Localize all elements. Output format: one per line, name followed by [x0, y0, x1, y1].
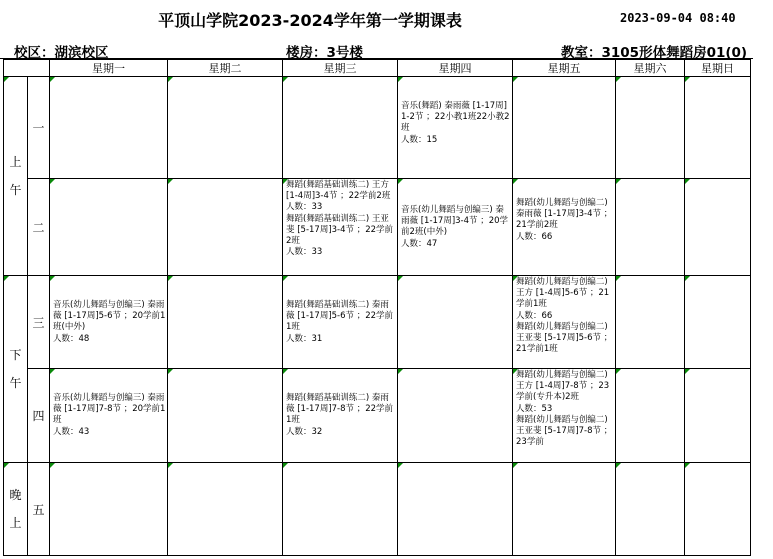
course-time: [5-17周]7-8节: [544, 426, 602, 437]
course-entry: 舞蹈(舞蹈基础训练二) 王亚斐 [5-17周]3-4节 ；22学前2班 人数：33: [286, 213, 394, 258]
cell-s1-mon: [50, 77, 168, 179]
day-header-thu: 星期四: [398, 60, 513, 77]
cell-s1-sat: [616, 77, 685, 179]
room-label: 教室：: [561, 45, 602, 61]
room-value: 3105形体舞蹈房01(0): [601, 45, 748, 61]
teacher-name: 秦雨薇: [286, 300, 389, 322]
course-name: 音乐(舞蹈): [401, 101, 442, 111]
teacher-name: 秦雨薇: [53, 300, 165, 322]
course-name: 舞蹈(幼儿舞蹈与创编二): [516, 198, 608, 208]
course-classes: 21学前1班: [516, 344, 558, 355]
cell-s3-fri: [513, 276, 616, 369]
student-count: 人数：33: [286, 202, 323, 213]
campus-value: 湖滨校区: [54, 45, 109, 61]
teacher-name: 王亚斐: [516, 426, 542, 437]
course-name: 舞蹈(幼儿舞蹈与创编二): [516, 370, 608, 380]
slot-row-2: [4, 179, 751, 276]
student-count: 人数：66: [516, 231, 553, 242]
cell-s5-thu: [398, 463, 513, 556]
teacher-name: 秦雨薇: [444, 101, 470, 111]
cell-s4-mon: [50, 369, 168, 463]
cell-s3-mon: [50, 276, 168, 369]
slot-row-1: [4, 77, 751, 179]
course-entry: 舞蹈(幼儿舞蹈与创编二) 秦雨薇 [1-17周]3-4节 ；21学前2班 人数：66: [516, 198, 613, 242]
cell-s2-sat: [616, 179, 685, 276]
course-name: 舞蹈(幼儿舞蹈与创编二): [516, 321, 608, 332]
cell-s2-tue: [168, 179, 283, 276]
course-time: [1-17周]7-8节: [297, 404, 355, 415]
course-time: [1-17周]5-6节: [64, 311, 122, 322]
course-time: [1-17周]7-8节: [64, 404, 122, 415]
course-time: [5-17周]3-4节: [297, 224, 355, 235]
course-classes: 20学前2班(中外): [401, 216, 509, 238]
course-name: 舞蹈(幼儿舞蹈与创编二): [516, 414, 608, 425]
course-classes: 20学前1班(中外): [53, 311, 166, 333]
cell-s1-wed: [283, 77, 398, 179]
cell-s1-thu: [398, 77, 513, 179]
course-name: 舞蹈(舞蹈基础训练二): [286, 213, 370, 224]
course-name: 舞蹈(舞蹈基础训练二): [286, 180, 370, 190]
cell-s1-sun: [685, 77, 751, 179]
cell-s2-mon: [50, 179, 168, 276]
slot-row-4: [4, 369, 751, 463]
cell-s2-fri: [513, 179, 616, 276]
day-header-fri: 星期五: [513, 60, 616, 77]
course-classes: 22小教1班22小教2班: [401, 112, 510, 134]
course-time: [1-17周]3-4节: [544, 209, 602, 220]
period-afternoon: 下 午: [4, 276, 28, 463]
building-label: 楼房：: [286, 45, 327, 61]
cell-s3-wed: [283, 276, 398, 369]
slot-label-4: 四: [28, 369, 50, 463]
day-header-sun: 星期日: [685, 60, 751, 77]
teacher-name: 秦雨薇: [53, 393, 165, 415]
course-name: 舞蹈(舞蹈基础训练二): [286, 300, 370, 310]
course-entry: 音乐(幼儿舞蹈与创编三) 秦雨薇 [1-17周]7-8节 ；20学前1班 人数：43: [53, 393, 166, 437]
course-entry: 舞蹈(舞蹈基础训练二) 王方 [1-4周]3-4节 ；22学前2班 人数：33: [286, 180, 391, 213]
day-header-sat: 星期六: [616, 60, 685, 77]
course-entry: 音乐(幼儿舞蹈与创编三) 秦雨薇 [1-17周]3-4节 ；20学前2班(中外) 人数：47: [401, 205, 509, 249]
course-entry: 舞蹈(幼儿舞蹈与创编二) 王方 [1-4周]7-8节 ；23学前(专升本)2班 人数：53: [516, 370, 610, 414]
cell-s3-sat: [616, 276, 685, 369]
course-name: 音乐(幼儿舞蹈与创编三): [401, 205, 493, 215]
course-entry: 舞蹈(幼儿舞蹈与创编二) 王亚斐 [5-17周]7-8节 ；23学前: [516, 414, 613, 448]
student-count: 人数：53: [516, 403, 553, 414]
student-count: 人数：47: [401, 238, 438, 249]
course-entry: 舞蹈(幼儿舞蹈与创编二) 王方 [1-4周]5-6节 ；21学前1班 人数：66: [516, 277, 610, 321]
student-count: 人数：33: [286, 247, 323, 258]
day-header-row: [4, 60, 751, 77]
slot-label-3: 三: [28, 276, 50, 369]
cell-s3-sun: [685, 276, 751, 369]
teacher-name: 王方: [516, 381, 534, 392]
student-count: 人数：66: [516, 310, 553, 321]
slot-label-1: 一: [28, 77, 50, 179]
course-classes: 21学前2班: [516, 220, 558, 231]
slot-label-5: 五: [28, 463, 50, 556]
teacher-name: 秦雨薇: [516, 209, 542, 220]
course-entry: 舞蹈(舞蹈基础训练二) 秦雨薇 [1-17周]5-6节 ；22学前1班 人数：31: [286, 300, 394, 344]
student-count: 人数：43: [53, 426, 90, 437]
student-count: 人数：31: [286, 333, 323, 344]
course-time: [1-4周]3-4节: [286, 191, 338, 202]
period-evening: 晚 上: [4, 463, 28, 556]
cell-s1-fri: [513, 77, 616, 179]
cell-s4-sat: [616, 369, 685, 463]
teacher-name: 王亚斐: [286, 213, 389, 235]
course-name: 舞蹈(幼儿舞蹈与创编二): [516, 277, 608, 287]
cell-s4-tue: [168, 369, 283, 463]
slot-row-3: [4, 276, 751, 369]
period-morning: 上 午: [4, 77, 28, 276]
cell-s2-wed: [283, 179, 398, 276]
course-classes: 22学前2班: [286, 224, 394, 247]
cell-s3-thu: [398, 276, 513, 369]
course-classes: 22学前2班: [348, 191, 391, 202]
student-count: 人数：48: [53, 333, 90, 344]
course-time: [1-4周]7-8节: [535, 381, 588, 392]
course-name: 音乐(幼儿舞蹈与创编三): [53, 393, 145, 403]
teacher-name: 秦雨薇: [286, 393, 389, 415]
campus-label: 校区：: [14, 45, 55, 61]
course-classes: 23学前: [516, 437, 544, 448]
cell-s2-thu: [398, 179, 513, 276]
cell-s4-wed: [283, 369, 398, 463]
building-value: 3号楼: [326, 45, 363, 61]
course-entry: 舞蹈(舞蹈基础训练二) 秦雨薇 [1-17周]7-8节 ；22学前1班 人数：32: [286, 393, 394, 437]
day-header-mon: 星期一: [50, 60, 168, 77]
print-timestamp: 2023-09-04 08:40: [620, 11, 736, 25]
course-classes: 22学前1班: [286, 311, 394, 333]
cell-s5-wed: [283, 463, 398, 556]
course-entry: 音乐(幼儿舞蹈与创编三) 秦雨薇 [1-17周]5-6节 ；20学前1班(中外) 人数：48: [53, 300, 166, 344]
cell-s5-sun: [685, 463, 751, 556]
cell-s4-fri: [513, 369, 616, 463]
day-header-wed: 星期三: [283, 60, 398, 77]
course-time: [1-17周]1-2节: [401, 101, 507, 123]
course-classes: 23学前(专升本)2班: [516, 381, 610, 403]
course-time: [5-17周]5-6节: [544, 333, 602, 344]
day-header-tue: 星期二: [168, 60, 283, 77]
cell-s3-tue: [168, 276, 283, 369]
corner-cell: [4, 60, 50, 77]
teacher-name: 秦雨薇: [401, 205, 504, 227]
cell-s5-fri: [513, 463, 616, 556]
course-time: [1-17周]3-4节: [420, 216, 478, 227]
cell-s2-sun: [685, 179, 751, 276]
cell-s1-tue: [168, 77, 283, 179]
course-time: [1-17周]5-6节: [297, 311, 355, 322]
slot-row-5: [4, 463, 751, 556]
course-name: 音乐(幼儿舞蹈与创编三): [53, 300, 145, 310]
course-entry: 舞蹈(幼儿舞蹈与创编二) 王亚斐 [5-17周]5-6节 ；21学前1班: [516, 321, 613, 355]
course-entry: 音乐(舞蹈) 秦雨薇 [1-17周]1-2节 ；22小教1班22小教2班 人数：15: [401, 101, 510, 145]
student-count: 人数：32: [286, 426, 323, 437]
course-classes: 21学前1班: [516, 288, 610, 310]
page-title: 平顶山学院2023-2024学年第一学期课表: [158, 11, 462, 30]
student-count: 人数：15: [401, 134, 438, 145]
teacher-name: 王方: [516, 288, 534, 299]
teacher-name: 王亚斐: [516, 333, 542, 344]
cell-s4-sun: [685, 369, 751, 463]
cell-s5-mon: [50, 463, 168, 556]
slot-label-2: 二: [28, 179, 50, 276]
cell-s4-thu: [398, 369, 513, 463]
course-classes: 20学前1班: [53, 404, 166, 426]
course-time: [1-4周]5-6节: [535, 288, 588, 299]
course-classes: 22学前1班: [286, 404, 394, 426]
cell-s5-tue: [168, 463, 283, 556]
timetable: [3, 59, 751, 556]
cell-s5-sat: [616, 463, 685, 556]
teacher-name: 王方: [371, 180, 389, 190]
course-name: 舞蹈(舞蹈基础训练二): [286, 393, 370, 403]
